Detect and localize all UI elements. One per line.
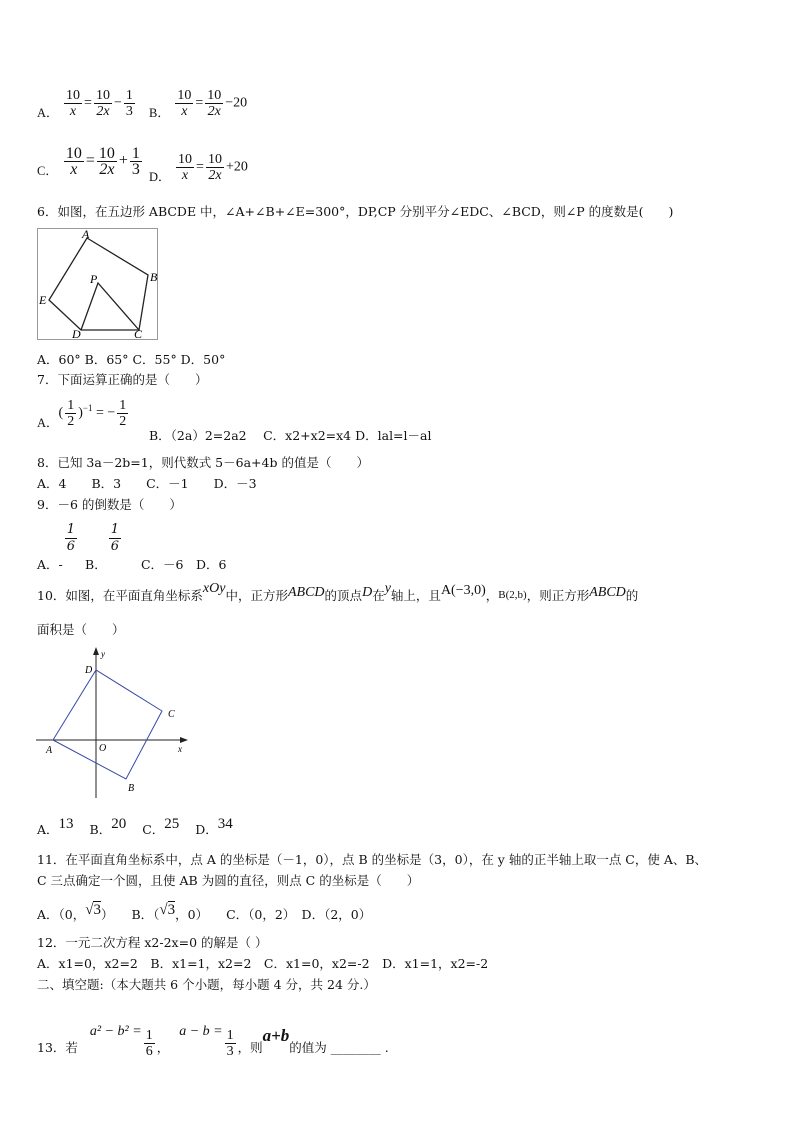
q11-stem-line2: C 三点确定一个圆，且使 AB 为圆的直径，则点 C 的坐标是（ ） bbox=[37, 873, 420, 888]
q5-option-b: B． $\frac{10}{x}$ = $\frac{10}{2x}$ −20 bbox=[149, 88, 248, 120]
pentagon-figure bbox=[37, 228, 158, 340]
q9-options: A．- $\frac{1}{6}$ B． $\frac{1}{6}$ C．－6 D．6 bbox=[37, 522, 227, 572]
origin-label: O bbox=[99, 743, 107, 754]
q7-options-rest: B．（2a）2=2a2 C．x2+x2=x4 D．lal=l－al bbox=[149, 428, 432, 443]
vertex-label-a: A bbox=[82, 228, 90, 241]
q8-stem: 8．已知 3a－2b=1，则代数式 5－6a+4b 的值是（ ） bbox=[37, 455, 369, 470]
vertex-label-b: B bbox=[128, 783, 135, 794]
section-heading: 二、填空题:（本大题共 6 个小题，每小题 4 分，共 24 分.） bbox=[37, 977, 376, 992]
option-label: A． bbox=[37, 105, 59, 120]
q13: 13．若 a² − b² = $\frac{1}{6}$ ， a − b = $\frac{1}{3}$ ，则a+b的值为 ________ . bbox=[37, 1024, 389, 1059]
q5-option-c: $_{C.}$ $\frac{10}{x}$ = $\frac{10}{2x}$ + $\frac{1}{3}$ bbox=[37, 145, 140, 179]
coordinate-figure bbox=[36, 645, 196, 805]
q10-stem-line2: 面积是（ ） bbox=[37, 622, 125, 637]
q10-stem-line1: 10．如图，在平面直角坐标系xOy中，正方形ABCD的顶点D在y轴上，且A(−3,0)，B(2,b)，则正方形ABCD的 bbox=[37, 581, 639, 603]
vertex-label-a: A bbox=[46, 745, 53, 756]
vertex-label-b: B bbox=[150, 270, 158, 284]
axis-label-x: x bbox=[178, 744, 182, 754]
q6-options: A．60° B．65° C．55° D．50° bbox=[37, 352, 226, 367]
q10-options: A．13 B．20 C．25 D．34 bbox=[37, 816, 233, 837]
axis-label-y: y bbox=[101, 649, 105, 659]
q6-stem: 6．如图，在五边形 ABCDE 中，∠A+∠B+∠E=300°，DP,CP 分别平分∠EDC、∠BCD，则∠P 的度数是( ) bbox=[37, 204, 674, 219]
q8-options: A．4 B．3 C．－1 D．－3 bbox=[37, 476, 257, 491]
q12-options: A．x1=0，x2=2 B．x1=1，x2=2 C．x1=0，x2=-2 D．x1=1，x2=-2 bbox=[37, 956, 489, 971]
q5-option-d: D． $\frac{10}{x}$ = $\frac{10}{2x}$ +20 bbox=[149, 152, 248, 184]
q11-stem-line1: 11．在平面直角坐标系中，点 A 的坐标是（－1，0），点 B 的坐标是（3，0），在 y 轴的正半轴上取一点 C，使 A、B、 bbox=[37, 852, 708, 867]
q5-option-a: A． $\frac{10}{x}$ = $\frac{10}{2x}$ − $\frac{1}{3}$ bbox=[37, 88, 133, 120]
q12-stem: 12．一元二次方程 x2-2x=0 的解是（ ） bbox=[37, 935, 268, 950]
vertex-label-d: D bbox=[72, 327, 81, 340]
vertex-label-c: C bbox=[168, 709, 175, 720]
vertex-label-p: P bbox=[90, 272, 98, 286]
vertex-label-c: C bbox=[134, 327, 143, 340]
q9-stem: 9．－6 的倒数是（ ） bbox=[37, 497, 182, 512]
q11-options: A．（0，√3） B．（√3，0） C．（0，2） D．（2，0） bbox=[37, 902, 372, 922]
q7-stem: 7．下面运算正确的是（ ） bbox=[37, 372, 208, 387]
q7-option-a: A．( $\frac{1}{2}$ )$^{-1}$ = − $\frac{1}{2}$ bbox=[37, 398, 127, 430]
vertex-label-e: E bbox=[39, 293, 47, 307]
vertex-label-d: D bbox=[85, 665, 93, 676]
